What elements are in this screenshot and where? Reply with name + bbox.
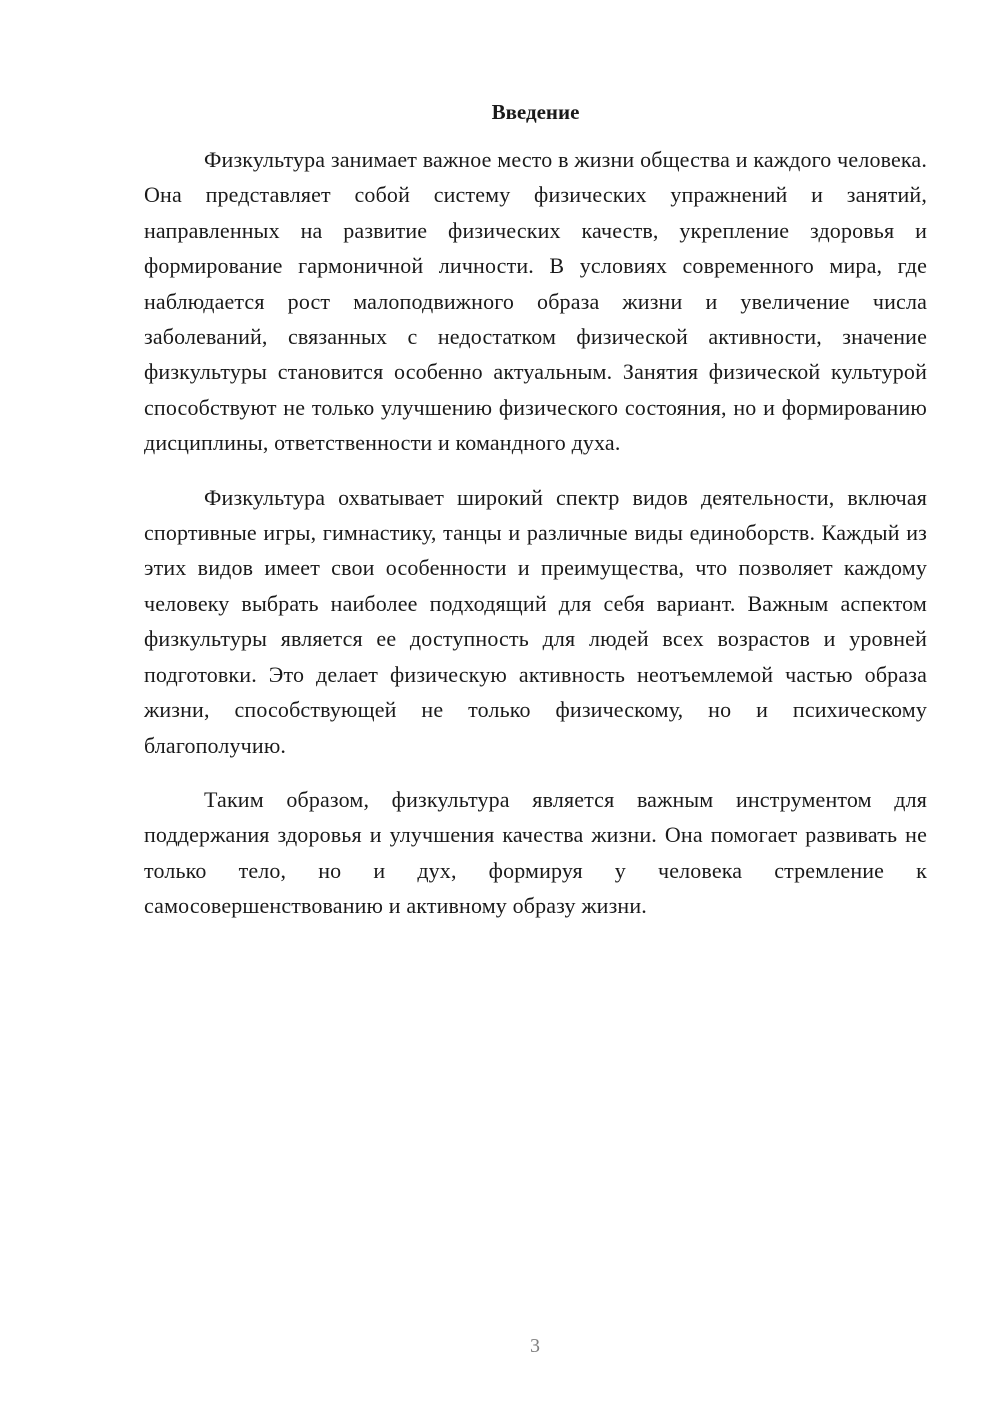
paragraph-1: Физкультура занимает важное место в жизни общества и каждого человека. Она представляет собой систему физических упражнений и занятий, направленных на развитие физических качеств, укрепление здоровья и формирование гармоничной личности. В условиях современного мира, где наблюдается рост малоподвижного образа жизни и увеличение числа заболеваний, связанных с недостатком физической активности, значение физкультуры становится особенно актуальным. Занятия физической культурой способствуют не только улучшению физического состояния, но и формированию дисциплины, ответственности и командного духа. [144,147,927,456]
paragraph-2: Физкультура охватывает широкий спектр видов деятельности, включая спортивные игры, гимнастику, танцы и различные виды единоборств. Каждый из этих видов имеет свои особенности и преимущества, что позволяет каждому человеку выбрать наиболее подходящий для себя вариант. Важным аспектом физкультуры является ее доступность для людей всех возрастов и уровней подготовки. Это делает физическую активность неотъемлемой частью образа жизни, способствующей не только физическому, но и психическому благополучию. [144,484,927,758]
body-text [144,142,927,924]
page-number: 3 [530,1335,540,1357]
section-heading: Введение [491,100,580,124]
paragraph-3: Таким образом, физкультура является важным инструментом для поддержания здоровья и улучшения качества жизни. Она помогает развивать не только тело, но и дух, формируя у человека стремление к самосовершенствованию и активному образу жизни. [144,786,927,919]
